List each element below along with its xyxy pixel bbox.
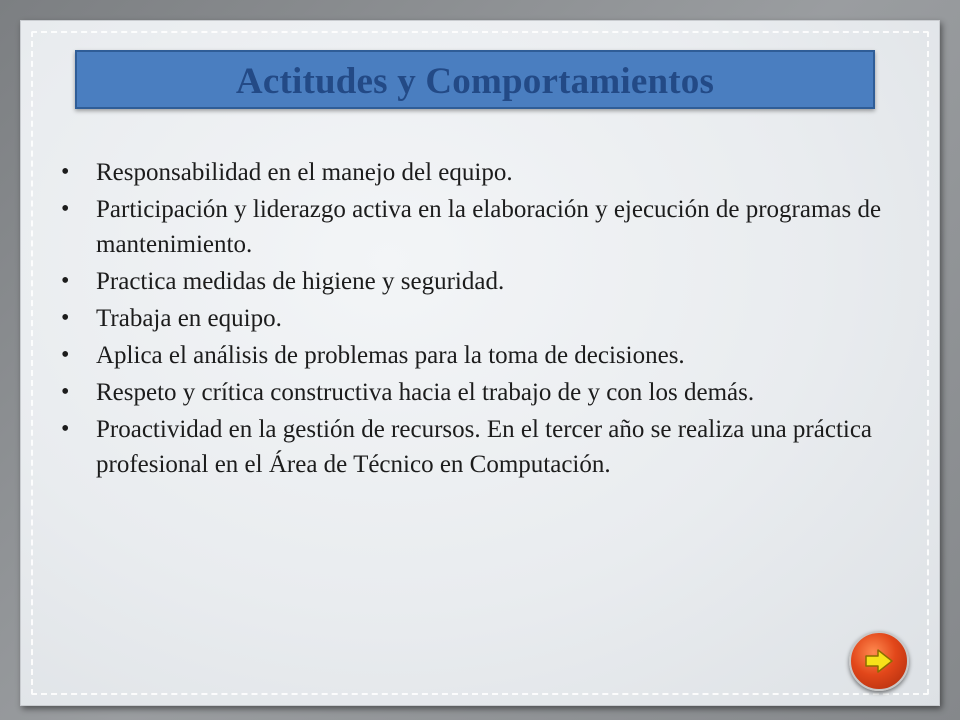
arrow-right-icon <box>864 648 894 674</box>
bullet-item: • Responsabilidad en el manejo del equipo. <box>61 155 891 190</box>
bullet-item: • Aplica el análisis de problemas para la toma de decisiones. <box>61 338 891 373</box>
bullet-list <box>61 155 891 484</box>
bullet-item: • Practica medidas de higiene y seguridad. <box>61 264 891 299</box>
title-banner <box>75 50 875 109</box>
bullet-item: • Participación y liderazgo activa en la elaboración y ejecución de programas de mantenimiento. <box>61 192 891 262</box>
bullet-item: • Respeto y crítica constructiva hacia el trabajo de y con los demás. <box>61 375 891 410</box>
slide <box>20 20 940 706</box>
bullet-item: • Proactividad en la gestión de recursos. En el tercer año se realiza una práctica profesional en el Área de Técnico en Computación. <box>61 412 891 482</box>
bullet-item: • Trabaja en equipo. <box>61 301 891 336</box>
next-slide-button[interactable] <box>849 631 909 691</box>
slide-title: Actitudes y Comportamientos <box>235 61 715 102</box>
